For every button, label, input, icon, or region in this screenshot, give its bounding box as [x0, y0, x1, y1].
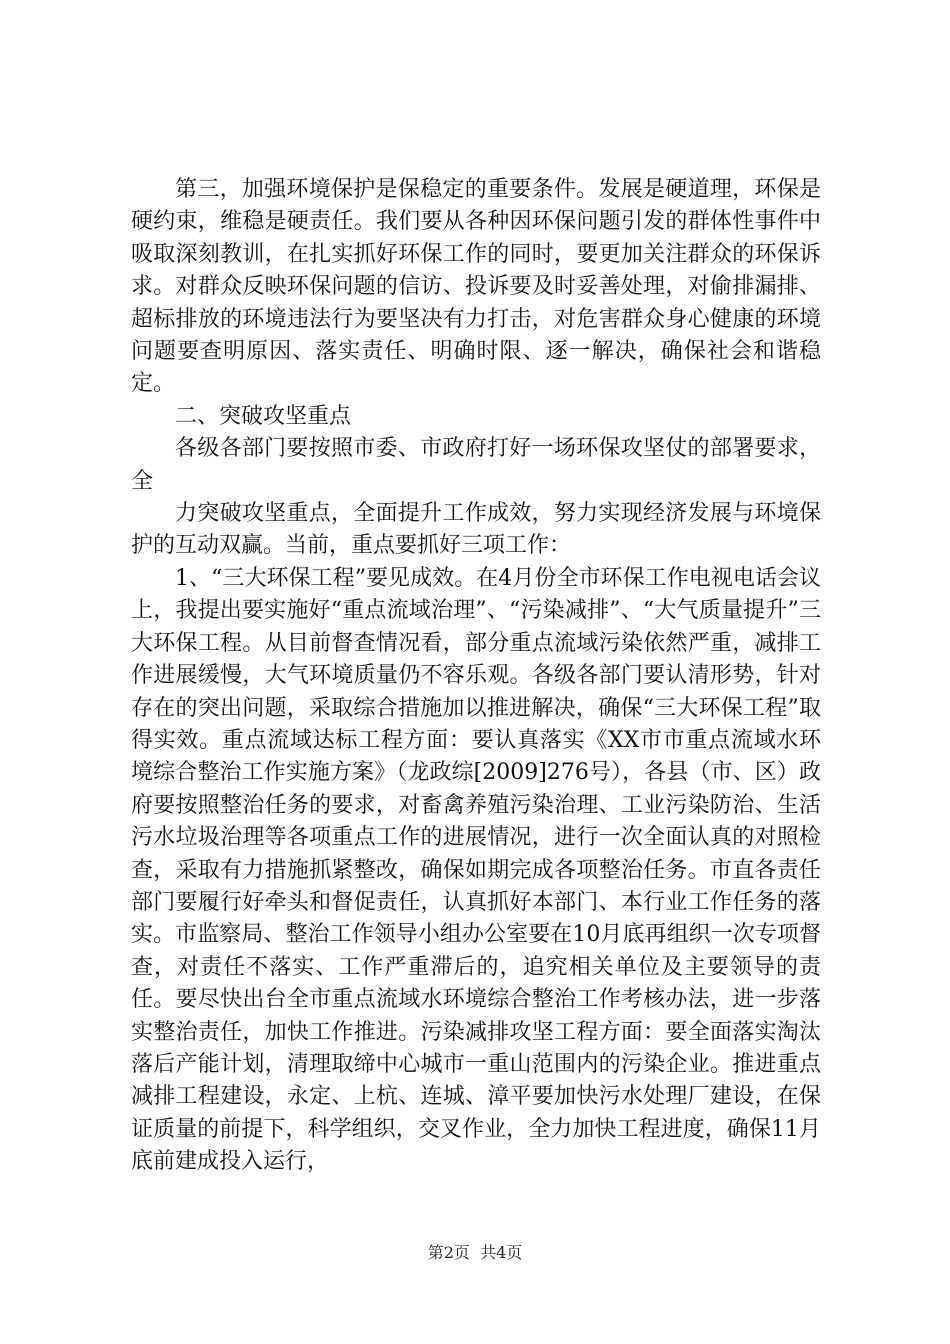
footer-separator — [470, 1243, 480, 1262]
section-heading: 二、突破攻坚重点 — [175, 403, 352, 429]
paragraph-stability: 第三，加强环境保护是保稳定的重要条件。发展是硬道理，环保是硬约束，维稳是硬责任。我们要从各种因环保问题引发的群体性事件中吸取深刻教训，在扎实抓好环保工作的同时，要更加关注群众的环保诉求。对群众反映环保问题的信访、投诉要及时妥善处理，对偷排漏排、超标排放的环境违法行为要坚决有力打击，对危害群众身心健康的环境问题要查明原因、落实责任、明确时限、逐一解决，确保社会和谐稳定。 — [131, 177, 821, 397]
document-body — [131, 174, 821, 1179]
paragraph-deployment: 各级各部门要按照市委、市政府打好一场环保攻坚仗的部署要求，全 — [131, 436, 821, 494]
paragraph-three-projects: 1、“三大环保工程”要见成效。在4月份全市环保工作电视电话会议上，我提出要实施好“重点流域治理”、“污染减排”、“大气质量提升”三大环保工程。从目前督查情况看，部分重点流域污染依然严重，减排工作进展缓慢，大气环境质量仍不容乐观。各级各部门要认清形势，针对存在的突出问题，采取综合措施加以推进解决，确保“三大环保工程”取得实效。重点流域达标工程方面：要认真落实《XX市市重点流域水环境综合整治工作实施方案》（龙政综[2009]276号），各县（市、区）政府要按照整治任务的要求，对畜禽养殖污染治理、工业污染防治、生活污水垃圾治理等各项重点工作的进展情况，进行一次全面认真的对照检查，采取有力措施抓紧整改，确保如期完成各项整治任务。市直各责任部门要履行好牵头和督促责任，认真抓好本部门、本行业工作任务的落实。市监察局、整治工作领导小组办公室要在10月底再组织一次专项督查，对责任不落实、工作严重滞后的，追究相关单位及主要领导的责任。要尽快出台全市重点流域水环境综合整治工作考核办法，进一步落实整治责任，加快工作推进。污染减排攻坚工程方面：要全面落实淘汰落后产能计划，清理取缔中心城市一重山范围内的污染企业。推进重点减排工程建设，永定、上杭、连城、漳平要加快污水处理厂建设，在保证质量的前提下，科学组织，交叉作业，全力加快工程进度，确保11月底前建成投入运行， — [131, 565, 821, 1175]
page-footer — [0, 1243, 950, 1263]
page-total: 共4页 — [480, 1243, 523, 1262]
paragraph-focus: 力突破攻坚重点，全面提升工作成效，努力实现经济发展与环境保护的互动双赢。当前，重点要抓好三项工作： — [131, 501, 821, 559]
page-number: 第2页 — [427, 1243, 470, 1262]
